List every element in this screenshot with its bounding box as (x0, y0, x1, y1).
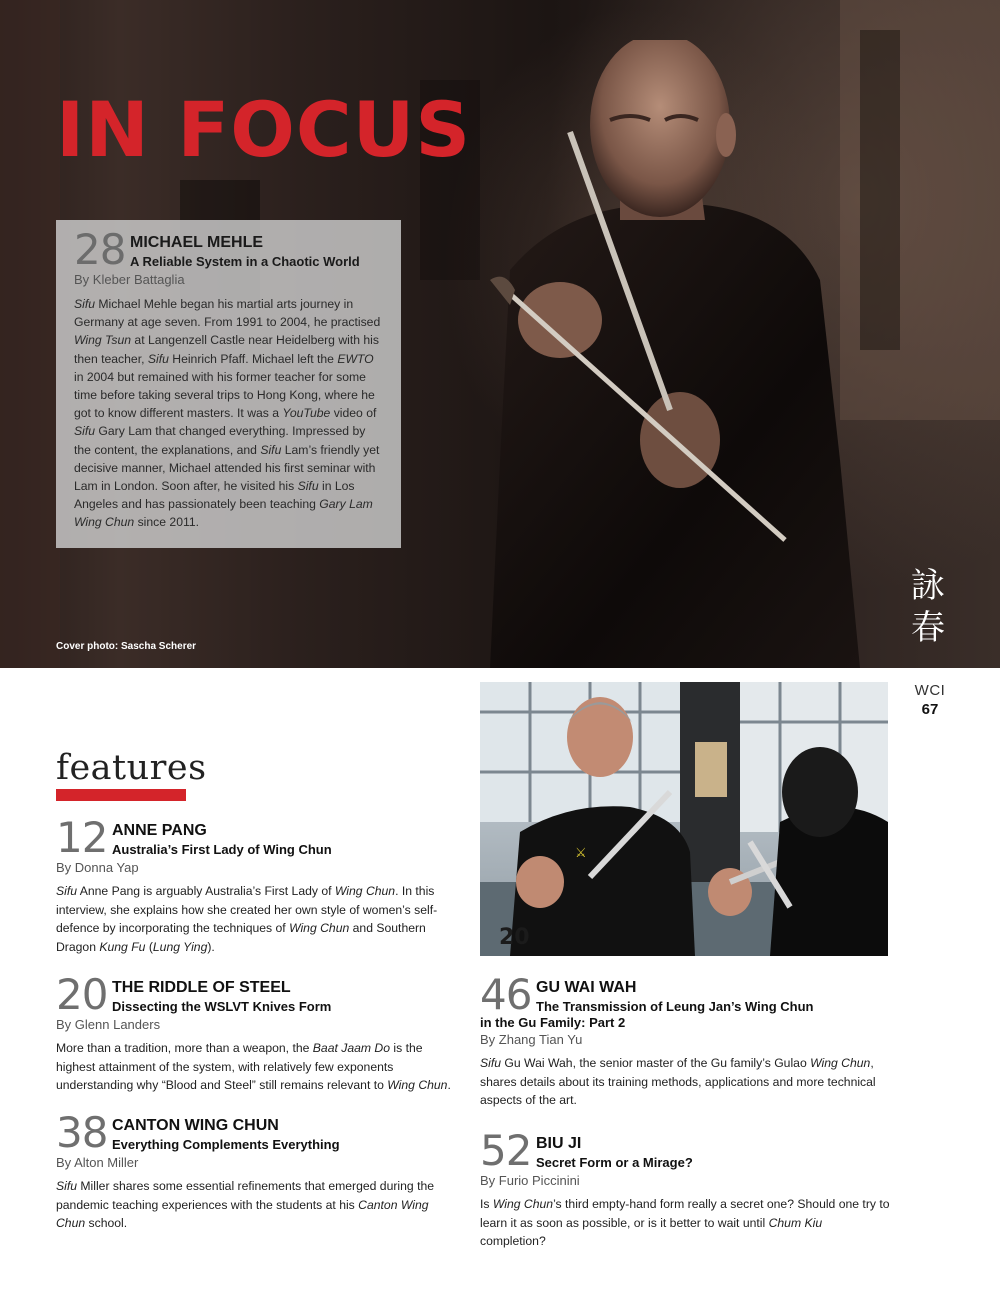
feature-photo (480, 682, 888, 956)
svg-text:⚔: ⚔ (575, 846, 587, 861)
article-page-number: 38 (56, 1108, 108, 1157)
article-page-number: 52 (480, 1126, 532, 1175)
article-byline: By Glenn Landers (56, 1017, 161, 1032)
article-header (56, 813, 456, 862)
article-byline: By Donna Yap (56, 860, 139, 875)
emphasis-text: Chum Kiu (768, 1215, 823, 1230)
emphasis-text: Sifu (74, 424, 96, 439)
article-title: BIU JI (536, 1135, 582, 1152)
article-subtitle-continued: in the Gu Family: Part 2 (480, 1015, 626, 1030)
article-header (74, 225, 383, 274)
background-window (860, 30, 900, 350)
emphasis-text: Lung Ying (152, 939, 208, 954)
emphasis-text: Wing Chun (387, 1078, 448, 1092)
feature-photo-scene (480, 682, 888, 956)
feature-article (56, 813, 456, 956)
emphasis-text: Wing Chun (334, 884, 396, 898)
feature-article (480, 1126, 890, 1251)
article-subtitle: A Reliable System in a Chaotic World (130, 254, 360, 269)
article-byline: By Furio Piccinini (480, 1173, 580, 1188)
emphasis-text: Canton Wing Chun (56, 1197, 429, 1230)
chinese-char: 詠 (911, 566, 945, 606)
emphasis-text: Sifu (147, 351, 169, 366)
article-header (480, 970, 890, 1019)
article-header (56, 970, 461, 1019)
article-header (480, 1126, 890, 1175)
emphasis-text: Wing Chun (289, 921, 350, 935)
emphasis-text: Sifu (56, 884, 78, 898)
article-page-number: 12 (56, 813, 108, 862)
article-body: Sifu Michael Mehle began his martial arts journey in Germany at age seven. From 1991 to 2004, he practised Wing Tsun at Langenzell Castle near Heidelberg with his then teacher, Sifu Heinrich Pfaff. Michael left the EWTO in 2004 but remained with his former teacher for some time before taking several trips to Hong Kong, where he got to know different masters. It was a YouTube video of Sifu Gary Lam that changed everything. Impressed by the content, the explanations, and Sifu Lam’s friendly yet decisive manner, Michael attended his first seminar with Lam in London. Soon after, he visited his Sifu in Los Angeles and has passionately been teaching Gary Lam Wing Chun since 2011. (74, 297, 381, 530)
article-body: Sifu Gu Wai Wah, the senior master of the Gu family’s Gulao Wing Chun, shares details about its training methods, applications and more technical aspects of the art. (480, 1056, 876, 1107)
article-subtitle: Australia’s First Lady of Wing Chun (112, 842, 332, 857)
article-byline: By Zhang Tian Yu (480, 1032, 583, 1047)
emphasis-text: Wing Tsun (74, 333, 132, 348)
article-byline: By Alton Miller (56, 1155, 139, 1170)
emphasis-text: Sifu (480, 1056, 502, 1070)
emphasis-text: Gary Lam Wing Chun (74, 497, 373, 530)
article-page-number: 46 (480, 970, 532, 1019)
feature-article (56, 970, 461, 1095)
article-page-number: 20 (56, 970, 108, 1019)
article-title: CANTON WING CHUN (112, 1117, 279, 1134)
emphasis-text: Sifu (74, 297, 96, 311)
article-byline: By Kleber Battaglia (74, 272, 185, 287)
chinese-char: 春 (911, 608, 945, 648)
article-subtitle: The Transmission of Leung Jan’s Wing Chun (536, 999, 814, 1014)
emphasis-text: Baat Jaam Do (312, 1041, 391, 1055)
article-body: Is Wing Chun’s third empty-hand form really a secret one? Should one try to learn it as soon as possible, or is it better to wait until Chum Kiu completion? (480, 1197, 890, 1248)
emphasis-text: Wing Chun (492, 1197, 554, 1211)
background-door (0, 0, 60, 668)
article-page-number: 28 (74, 225, 126, 274)
features-heading: features (56, 748, 207, 788)
photo-credit: Cover photo: Sascha Scherer (56, 641, 197, 652)
emphasis-text: Sifu (260, 442, 282, 457)
article-subtitle: Everything Complements Everything (112, 1137, 340, 1152)
article-body: Sifu Miller shares some essential refinements that emerged during the pandemic teaching experiences with the students at his Canton Wing Chun school. (56, 1179, 435, 1230)
article-title: GU WAI WAH (536, 979, 637, 996)
features-underline (56, 789, 186, 801)
magazine-name: WCI (914, 682, 946, 699)
feature-article (56, 1108, 456, 1233)
article-subtitle: Secret Form or a Mirage? (536, 1155, 693, 1170)
page-number: 67 (921, 701, 939, 718)
article-body: More than a tradition, more than a weapon, the Baat Jaam Do is the highest attainment of the system, with relatively few exponents understanding why “Blood and Steel” still remains relevant to Wing Chun. (56, 1041, 451, 1092)
emphasis-text: EWTO (337, 351, 374, 366)
article-body: Sifu Anne Pang is arguably Australia’s First Lady of Wing Chun. In this interview, she explains how she created her own style of women’s self-defence by incorporating the techniques of Wing Chun and Southern Dragon Kung Fu (Lung Ying). (56, 884, 438, 954)
folio (902, 682, 958, 718)
emphasis-text: Kung Fu (99, 939, 146, 954)
article-title: MICHAEL MEHLE (130, 234, 264, 251)
emphasis-text: Sifu (297, 479, 319, 494)
feature-article (480, 970, 890, 1110)
article-title: ANNE PANG (112, 822, 207, 839)
article-header (56, 1108, 456, 1157)
article-subtitle: Dissecting the WSLVT Knives Form (112, 999, 332, 1014)
page-title: IN FOCUS (56, 85, 472, 174)
focus-article-box (56, 220, 401, 548)
emphasis-text: YouTube (282, 406, 331, 421)
emphasis-text: Sifu (56, 1179, 78, 1193)
article-title: THE RIDDLE OF STEEL (112, 979, 291, 996)
emphasis-text: Wing Chun (810, 1056, 871, 1070)
chinese-characters (906, 565, 950, 649)
hero-photo-figure (470, 40, 860, 668)
photo-page-number: 20 (499, 925, 530, 950)
